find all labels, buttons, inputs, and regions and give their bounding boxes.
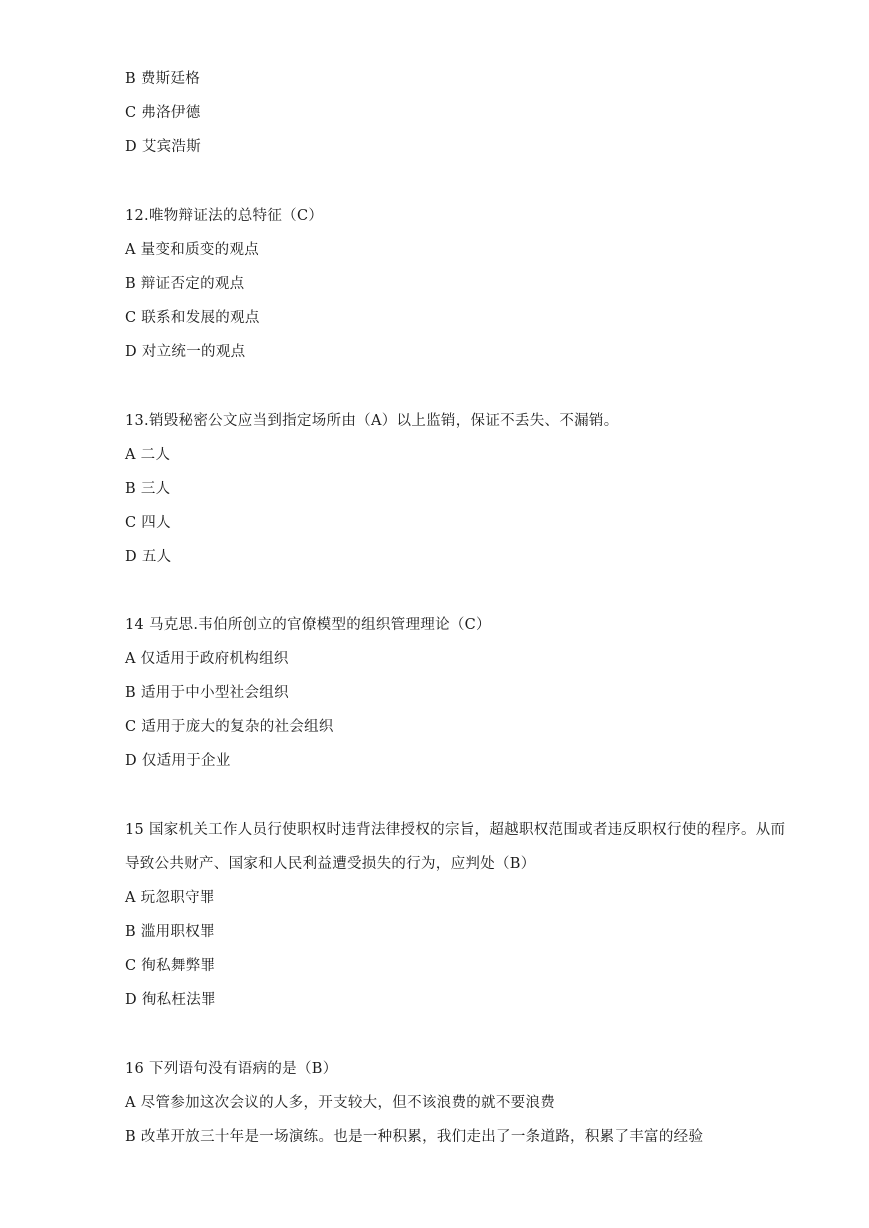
q14-option-d: D 仅适用于企业	[125, 753, 231, 769]
q14-option-a: A 仅适用于政府机构组织	[125, 651, 289, 667]
q11-option-c: C 弗洛伊德	[125, 105, 201, 121]
q14-option-b: B 适用于中小型社会组织	[125, 685, 289, 701]
q12-question: 12.唯物辩证法的总特征（C）	[125, 208, 324, 224]
q16-option-a: A 尽管参加这次会议的人多，开支较大，但不该浪费的就不要浪费	[125, 1095, 556, 1111]
q16-option-b: B 改革开放三十年是一场演练。也是一种积累，我们走出了一条道路，积累了丰富的经验	[125, 1129, 704, 1145]
q11-option-b: B 费斯廷格	[125, 71, 201, 87]
q12-option-b: B 辩证否定的观点	[125, 276, 245, 292]
q13-option-c: C 四人	[125, 515, 171, 531]
q12-option-a: A 量变和质变的观点	[125, 242, 260, 258]
q15-option-d: D 徇私枉法罪	[125, 992, 216, 1008]
q16-question: 16 下列语句没有语病的是（B）	[125, 1061, 338, 1077]
q11-option-d: D 艾宾浩斯	[125, 139, 202, 155]
q12-option-d: D 对立统一的观点	[125, 344, 246, 360]
q14-option-c: C 适用于庞大的复杂的社会组织	[125, 719, 334, 735]
q13-option-b: B 三人	[125, 481, 171, 497]
q12-option-c: C 联系和发展的观点	[125, 310, 260, 326]
q15-option-b: B 滥用职权罪	[125, 924, 215, 940]
q15-question-line1: 15 国家机关工作人员行使职权时违背法律授权的宗旨，超越职权范围或者违反职权行使的程序。从而	[125, 822, 786, 838]
q13-option-d: D 五人	[125, 549, 172, 565]
q15-option-c: C 徇私舞弊罪	[125, 958, 216, 974]
q13-question: 13.销毁秘密公文应当到指定场所由（A）以上监销，保证不丢失、不漏销。	[125, 413, 619, 429]
q13-option-a: A 二人	[125, 447, 171, 463]
q14-question: 14 马克思.韦伯所创立的官僚模型的组织管理理论（C）	[125, 617, 491, 633]
q15-option-a: A 玩忽职守罪	[125, 890, 215, 906]
q15-question-line2: 导致公共财产、国家和人民利益遭受损失的行为，应判处（B）	[125, 856, 536, 872]
